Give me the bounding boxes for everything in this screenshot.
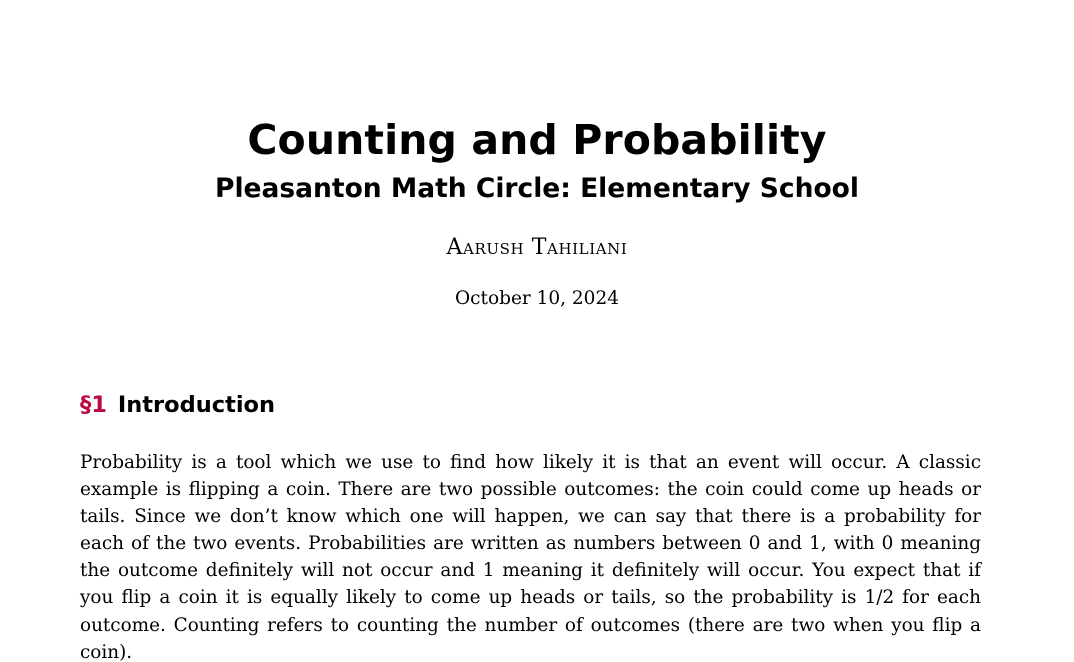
page-subtitle: Pleasanton Math Circle: Elementary School <box>215 173 859 205</box>
section-number: §1 <box>80 392 107 418</box>
document-body <box>80 392 981 662</box>
title-block <box>0 118 1074 309</box>
paragraph: Probability is a tool which we use to find how likely it is that an event will occur. A classic example is flipping a coin. There are two possible outcomes: the coin could come up heads or tails. Since we don’t know which one will happen, we can say that there is a probability for each of the two events. Probabilities are written as numbers between 0 and 1, with 0 meaning the outcome definitely will not occur and 1 meaning it definitely will occur. You expect that if you flip a coin it is equally likely to come up heads or tails, so the probability is 1/2 for each outcome. Counting refers to counting the number of outcomes (there are two when you flip a coin). <box>80 452 981 662</box>
section-title: Introduction <box>117 392 276 418</box>
author-name: Aarush Tahiliani <box>446 235 628 261</box>
section-heading-introduction <box>80 392 981 419</box>
document-date: October 10, 2024 <box>455 288 619 310</box>
page-title: Counting and Probability <box>247 116 827 164</box>
